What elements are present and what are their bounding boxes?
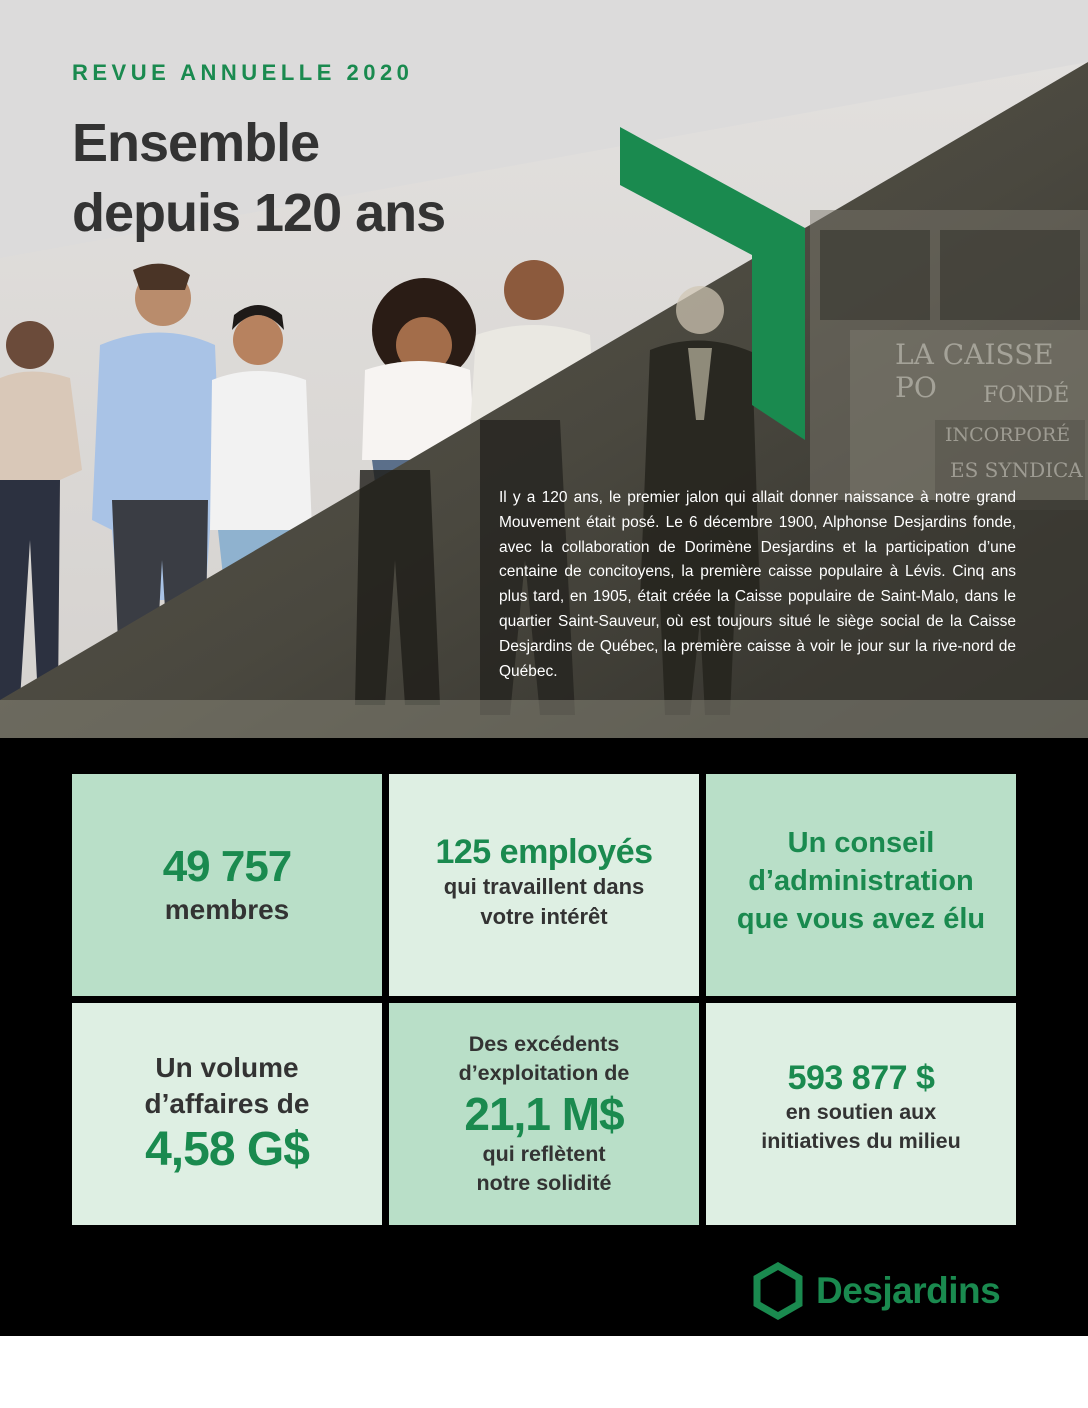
surplus-line-3: qui reflètent bbox=[482, 1142, 606, 1166]
stats-section bbox=[0, 738, 1088, 1336]
surplus-line-2: d’exploitation de bbox=[458, 1061, 630, 1085]
hexagon-logo-icon bbox=[752, 1262, 804, 1320]
surplus-line-1: Des excédents bbox=[468, 1032, 620, 1056]
support-line-1: en soutien aux bbox=[785, 1100, 937, 1124]
members-value: 49 757 bbox=[162, 842, 292, 891]
volume-line-1: Un volume bbox=[155, 1052, 299, 1083]
board-line-3: que vous avez élu bbox=[736, 903, 986, 935]
stat-tile-volume bbox=[72, 1003, 382, 1225]
volume-line-2: d’affaires de bbox=[144, 1088, 310, 1119]
employees-value: 125 employés bbox=[435, 833, 653, 871]
volume-value: 4,58 G$ bbox=[145, 1123, 309, 1176]
logo-wordmark: Desjardins bbox=[816, 1270, 1001, 1311]
intro-paragraph: Il y a 120 ans, le premier jalon qui allait donner naissance à notre grand Mouvement était posé. Le 6 décembre 1900, Alphonse Desjardins fonde, avec la collaboration de Dorimène Desjardins et la participation d’une centaine de concitoyens, la première caisse populaire à Lévis. Cinq ans plus tard, en 1905, était créée la Caisse populaire de Saint-Malo, dans le quartier Saint-Sauveur, où est toujours situé le siège social de la Caisse Desjardins de Québec, la première caisse à voir le jour sur la rive-nord de Québec. bbox=[499, 489, 1016, 680]
stat-tile-support bbox=[706, 1003, 1016, 1225]
sign-text-4: ES SYNDICA bbox=[950, 458, 1083, 482]
stat-tile-members bbox=[72, 774, 382, 996]
desjardins-logo bbox=[752, 1262, 1000, 1320]
sign-text-2: FONDÉ bbox=[983, 383, 1070, 408]
report-kicker: REVUE ANNUELLE 2020 bbox=[72, 60, 414, 85]
page-bottom-margin bbox=[0, 1336, 1088, 1408]
support-line-2: initiatives du milieu bbox=[761, 1129, 961, 1153]
employees-line-1: qui travaillent dans bbox=[443, 874, 645, 899]
stat-tile-employees bbox=[389, 774, 699, 996]
surplus-value: 21,1 M$ bbox=[464, 1088, 624, 1140]
members-label: membres bbox=[164, 894, 290, 925]
title-line-2: depuis 120 ans bbox=[72, 183, 446, 243]
stat-tile-board bbox=[706, 774, 1016, 996]
stat-tile-surplus bbox=[389, 1003, 699, 1225]
title-line-1: Ensemble bbox=[72, 113, 320, 173]
employees-line-2: votre intérêt bbox=[480, 904, 608, 929]
sign-text-3: INCORPORÉ bbox=[945, 424, 1071, 446]
surplus-line-4: notre solidité bbox=[476, 1171, 612, 1195]
support-value: 593 877 $ bbox=[787, 1059, 935, 1097]
board-line-1: Un conseil bbox=[787, 827, 935, 859]
page-title bbox=[72, 108, 445, 248]
board-line-2: d’administration bbox=[748, 865, 974, 897]
sign-text-1: LA CAISSE PO bbox=[895, 338, 1054, 404]
